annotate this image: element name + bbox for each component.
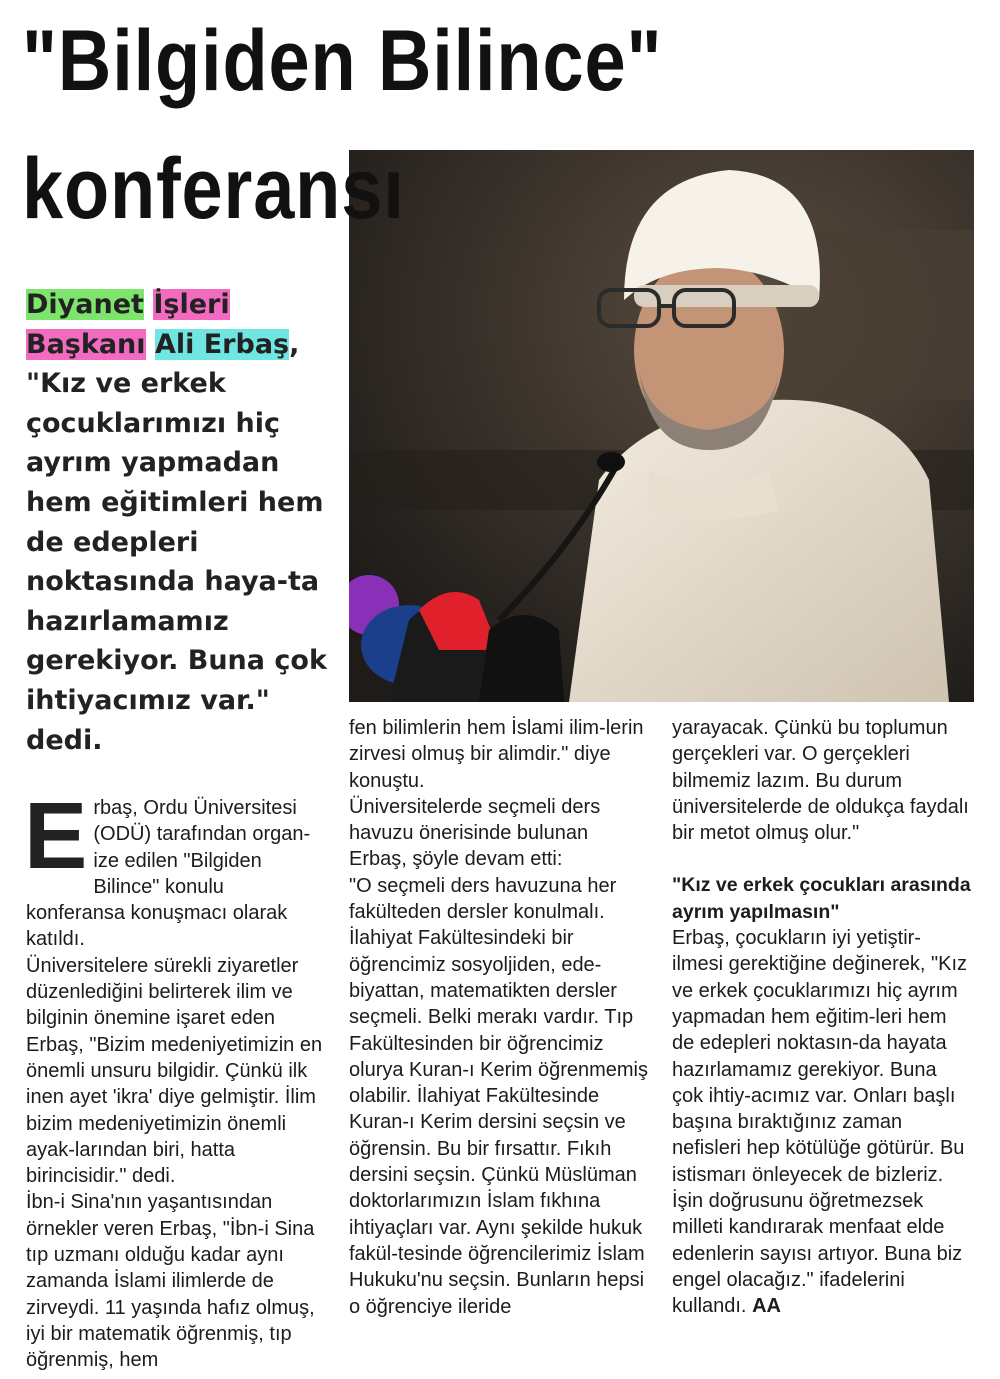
article-paragraph: İbn-i Sina'nın yaşantısından örnekler veren Erbaş, "İbn-i Sina tıp uzmanı olduğu kadar aynı zamanda İslami ilimlerde de zirveydi. 11 yaşında hafız olmuş, iyi bir matematik öğrenmiş, tıp öğrenmiş, hem (26, 1191, 315, 1372)
article-paragraph: rbaş, Ordu Üniversitesi (ODÜ) tarafından organ-ize edilen "Bilgiden Bilince" konulu konferansa konuşmacı olarak katıldı. (26, 797, 311, 951)
article-paragraph: Üniversitelere sürekli ziyaretler düzenlediğini belirterek ilim ve bilginin önemine işaret eden Erbaş, "Bizim medeniyetimizin en önemli unsuru bilgidir. Çünkü ilk inen ayet 'ikra' diye gelmiştir. İlim bizim medeniyetimizin önemli ayak-larından biri, hatta birincisidir." dedi. (26, 954, 323, 1188)
article-paragraph: Erbaş, çocukların iyi yetiştir-ilmesi gerektiğine değinerek, "Kız ve erkek çocuklarımızı hiç ayrım yapmadan hem eğitim-leri hem de edepleri noktasın-da hayata hazırlamamız gerekiyor. Buna çok ihtiy-acımız var. Onları başlı başına bıraktığınız zaman nefisleri hep kötülüğe götürür. Bu istismarı önleyecek de bizleriz. İşin doğrusunu öğretmezsek milleti kandırarak menfaat elde edenlerin sayısı artıyor. Buna biz engel olacağız." ifadelerini kullandı. (672, 927, 968, 1318)
headline (22, 2, 848, 248)
article-subheading: "Kız ve erkek çocukları arasında ayrım yapılmasın" (672, 874, 971, 923)
lead-comma: , (289, 328, 300, 360)
drop-cap: E (24, 783, 88, 889)
article-paragraph: Üniversitelerde seçmeli ders havuzu önerisinde bulunan Erbaş, şöyle devam etti: (349, 795, 601, 871)
article-column-2 (349, 715, 649, 1320)
article-column-3 (672, 715, 972, 1320)
lead-highlight-isleri: İşleri (153, 289, 230, 320)
article-paragraph: yarayacak. Çünkü bu toplumun gerçekleri var. O gerçekleri bilmemiz lazım. Bu durum üniversitelerde de oldukça faydalı bir metot olmuş olur." (672, 717, 969, 845)
source-signature: AA (752, 1295, 781, 1318)
article-paragraph: "O seçmeli ders havuzuna her fakülteden dersler konulmalı. İlahiyat Fakültesindeki bir öğrencimiz sosyoljiden, ede-biyattan, matematikten dersler seçmeli. Belki merakı vardır. Tıp Fakültesinden bir öğrencimiz olurya Kuran-ı Kerim öğrenmemiş olabilir. İlahiyat Fakültesinde Kuran-ı Kerim dersini seçsin ve öğrensin. Bu bir fırsattır. Fıkıh dersini seçsin. Çünkü Müslüman doktorlarımızın İslam fıkhına ihtiyaçları var. Aynı şekilde hukuk fakül-tesinde öğrencilerimiz İslam Hukuku'nu seçsin. Bunların hepsi o öğrenciye ileride (349, 874, 648, 1318)
headline-line-2: konferansı (22, 141, 405, 237)
lead-highlight-diyanet: Diyanet (26, 289, 144, 320)
lead-quote: "Kız ve erkek çocuklarımızı hiç ayrım yapmadan hem eğitimleri hem de edepleri noktasında haya-ta hazırlamamız gerekiyor. Buna çok ihtiyacımız var." dedi. (26, 368, 327, 756)
article-column-1 (24, 783, 326, 1374)
lead-highlight-ali-erbas: Ali Erbaş (154, 328, 290, 360)
lead-paragraph (26, 285, 346, 760)
lead-highlight-baskani: Başkanı (26, 328, 146, 360)
article-paragraph: fen bilimlerin hem İslami ilim-lerin zirvesi olmuş bir alimdir." diye konuştu. (349, 717, 644, 792)
headline-line-1: "Bilgiden Bilince" (22, 13, 663, 109)
